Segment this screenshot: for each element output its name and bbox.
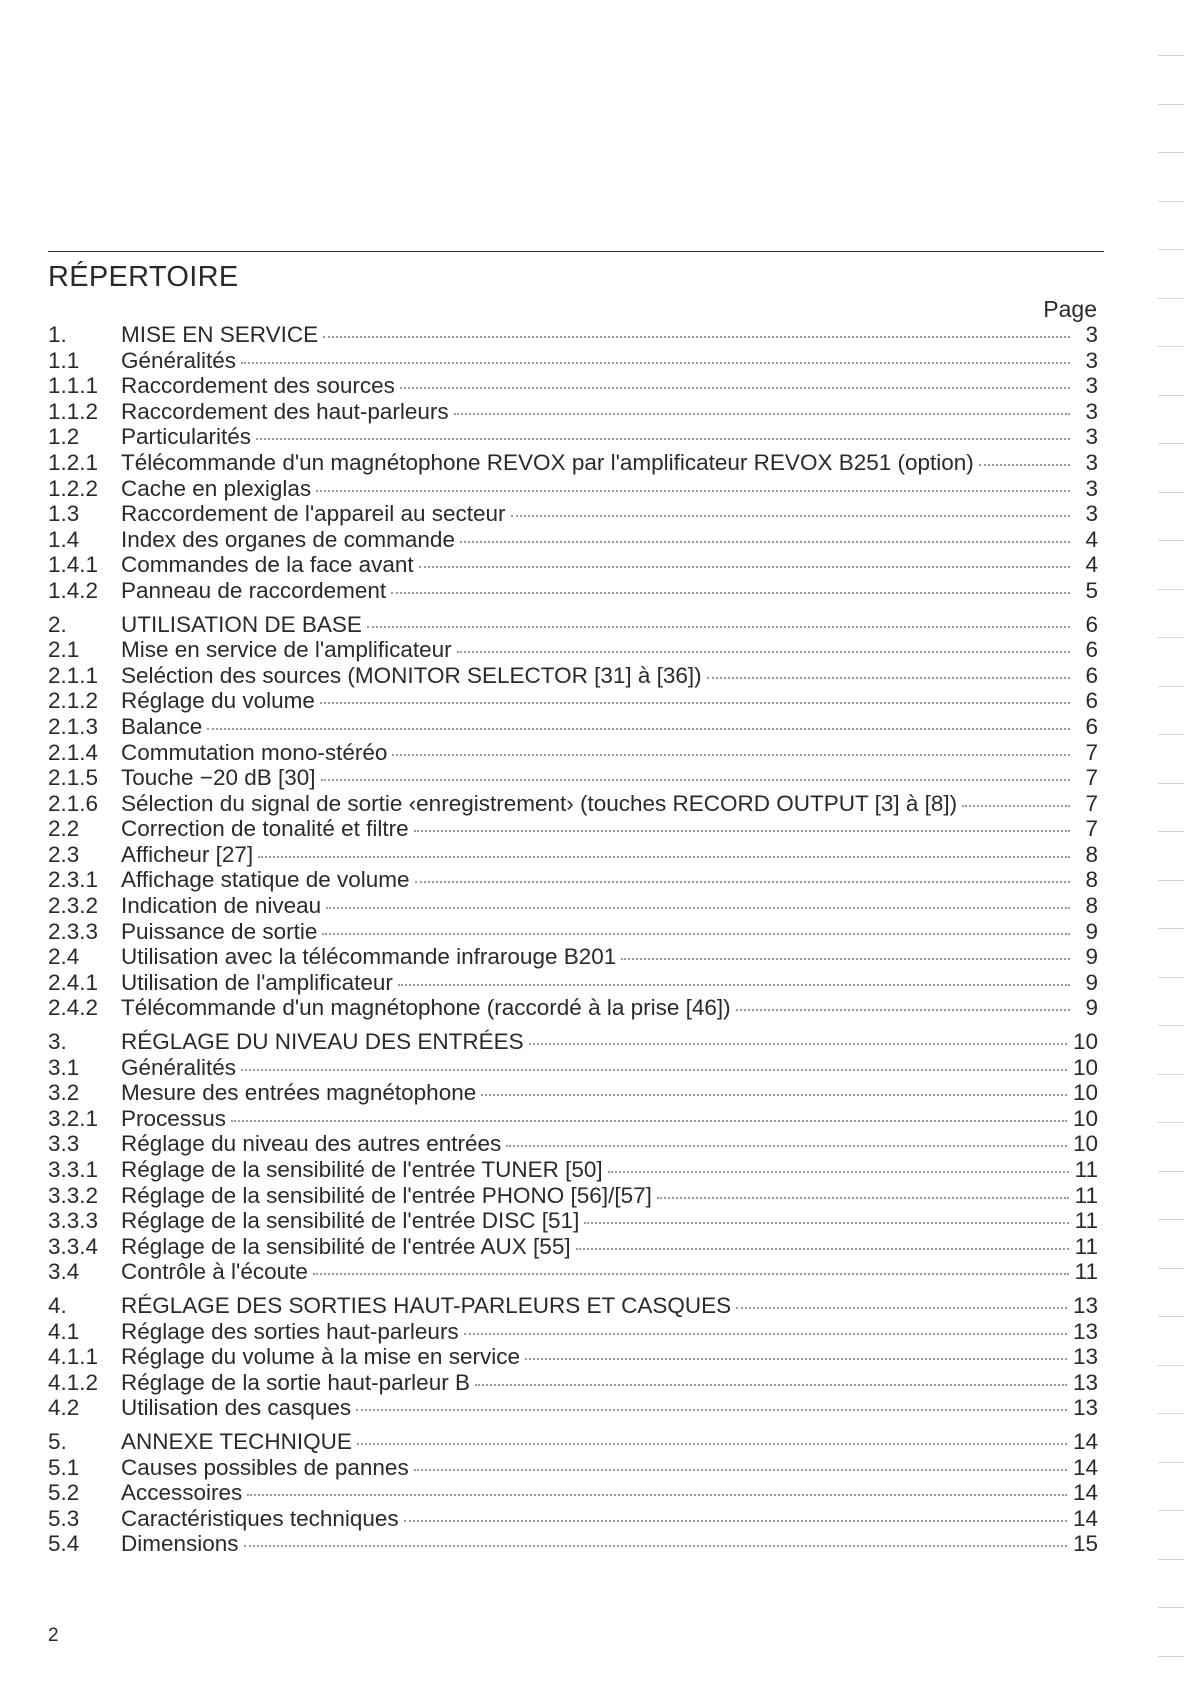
toc-entry (48, 970, 1098, 996)
toc-entry-page: 13 (1072, 1292, 1098, 1318)
toc-entry-page: 7 (1085, 790, 1098, 816)
toc-entry (48, 791, 1098, 817)
toc-entry-title: Panneau de raccordement (121, 577, 387, 603)
toc-entry (48, 1080, 1098, 1106)
toc-entry-page: 3 (1085, 373, 1098, 399)
toc-entry (48, 1480, 1098, 1506)
edge-mark (1158, 928, 1184, 929)
toc-entry-title: Réglage du niveau des autres entrées (121, 1131, 502, 1157)
toc-entry (48, 1455, 1098, 1481)
toc-entry-title: Particularités (121, 424, 252, 450)
toc-entry-number: 1.4.2 (48, 577, 99, 603)
toc-entry-title: Contrôle à l'écoute (121, 1259, 308, 1285)
toc-entry (48, 663, 1098, 689)
toc-entry (48, 1395, 1098, 1421)
toc-entry-title: Utilisation des casques (121, 1395, 352, 1421)
toc-entry (48, 1259, 1098, 1285)
dot-leader (256, 438, 1070, 440)
toc-entry-page: 11 (1074, 1208, 1098, 1234)
toc-entry-number: 5. (48, 1428, 67, 1454)
toc-entry (48, 348, 1098, 374)
toc-section (48, 1029, 1098, 1285)
dot-leader (621, 958, 1070, 960)
toc-entry (48, 765, 1098, 791)
toc-entry-page: 11 (1074, 1259, 1098, 1285)
toc-entry-title: Raccordement des haut-parleurs (121, 398, 449, 424)
toc-entry-title: Réglage des sorties haut-parleurs (121, 1318, 459, 1344)
toc-entry-page: 8 (1085, 867, 1098, 893)
toc-entry (48, 842, 1098, 868)
dot-leader (457, 651, 1070, 653)
toc-entry-page: 6 (1085, 662, 1098, 688)
dot-leader (313, 1273, 1069, 1275)
toc-entry-number: 1.4.1 (48, 552, 99, 578)
toc-entry-page: 3 (1085, 424, 1098, 450)
toc-entry-number: 5.1 (48, 1454, 80, 1480)
dot-leader (241, 362, 1070, 364)
toc-entry (48, 612, 1098, 638)
toc-entry (48, 1293, 1098, 1319)
toc-entry (48, 1157, 1098, 1183)
dot-leader (391, 592, 1070, 594)
toc-entry (48, 578, 1098, 604)
edge-mark (1158, 540, 1184, 541)
toc-entry-number: 2.1 (48, 637, 80, 663)
dot-leader (481, 1094, 1067, 1096)
dot-leader (398, 984, 1070, 986)
dot-leader (529, 1043, 1067, 1045)
toc-entry-title: Utilisation de l'amplificateur (121, 969, 393, 995)
toc-entry-number: 2.1.2 (48, 688, 99, 714)
toc-entry-number: 2. (48, 611, 67, 637)
toc-entry-title: Indication de niveau (121, 893, 322, 919)
toc-entry-title: Réglage de la sensibilité de l'entrée PHONO [56]/[57] (121, 1182, 652, 1208)
toc-entry-page: 7 (1085, 739, 1098, 765)
toc-entry (48, 1106, 1098, 1132)
toc-entry-page: 14 (1072, 1428, 1098, 1454)
toc-entry (48, 1131, 1098, 1157)
edge-mark (1158, 686, 1184, 687)
edge-mark (1158, 977, 1184, 978)
edge-mark (1158, 346, 1184, 347)
toc-entry-title: Dimensions (121, 1531, 239, 1557)
toc-entry-title: Réglage du volume (121, 688, 315, 714)
toc-entry-number: 3.1 (48, 1054, 80, 1080)
dot-leader (247, 1494, 1067, 1496)
toc-entry-title: Touche −20 dB [30] (121, 765, 316, 791)
toc-entry-title: Télécommande d'un magnétophone REVOX par l'amplificateur REVOX B251 (option) (121, 449, 974, 475)
toc-entry-number: 3.2 (48, 1080, 80, 1106)
toc-entry (48, 1370, 1098, 1396)
toc-entry-page: 3 (1085, 475, 1098, 501)
edge-mark (1158, 298, 1184, 299)
toc-entry (48, 1531, 1098, 1557)
toc-entry-number: 1.1 (48, 347, 80, 373)
edge-mark (1158, 1462, 1184, 1463)
toc-entry-number: 3. (48, 1029, 67, 1055)
toc-entry (48, 1055, 1098, 1081)
toc-entry-number: 1.1.2 (48, 398, 99, 424)
toc-entry-page: 10 (1072, 1029, 1098, 1055)
edge-mark (1158, 1559, 1184, 1560)
toc-entry-title: Commandes de la face avant (121, 552, 414, 578)
toc-entry-title: Seléction des sources (MONITOR SELECTOR [31] à [36]) (121, 662, 702, 688)
toc-entry-title: Processus (121, 1105, 227, 1131)
edge-mark (1158, 443, 1184, 444)
edge-mark (1158, 589, 1184, 590)
dot-leader (736, 1307, 1067, 1309)
toc-entry-page: 3 (1085, 322, 1098, 347)
toc-entry-number: 4.1.2 (48, 1369, 99, 1395)
edge-mark (1158, 1365, 1184, 1366)
toc-entry-number: 3.3.3 (48, 1208, 99, 1234)
dot-leader (241, 1069, 1067, 1071)
toc-entry-title: Réglage de la sensibilité de l'entrée TUNER [50] (121, 1157, 603, 1182)
toc-entry-page: 13 (1072, 1318, 1098, 1344)
toc-entry-number: 1.2.2 (48, 475, 99, 501)
dot-leader (322, 933, 1070, 935)
toc-entry-title: MISE EN SERVICE (121, 322, 319, 347)
toc-entry-page: 10 (1072, 1105, 1098, 1131)
toc-entry-page: 3 (1085, 501, 1098, 527)
toc-entry-number: 2.3.1 (48, 867, 99, 893)
toc-entry (48, 1234, 1098, 1260)
toc-entry-title: Généralités (121, 347, 237, 373)
toc-entry (48, 1429, 1098, 1455)
toc-entry-page: 9 (1085, 969, 1098, 995)
toc-entry-number: 2.1.6 (48, 790, 99, 816)
dot-leader (326, 907, 1070, 909)
dot-leader (736, 1009, 1070, 1011)
edge-mark (1158, 249, 1184, 250)
edge-mark (1158, 831, 1184, 832)
toc-entry (48, 867, 1098, 893)
dot-leader (415, 881, 1070, 883)
toc-entry-page: 14 (1072, 1454, 1098, 1480)
toc-entry (48, 919, 1098, 945)
toc-entry (48, 740, 1098, 766)
toc-entry-title: Balance (121, 713, 203, 739)
dot-leader (962, 805, 1070, 807)
toc-section (48, 322, 1098, 604)
toc-entry-page: 11 (1074, 1157, 1098, 1182)
toc-entry-title: UTILISATION DE BASE (121, 611, 362, 637)
toc-entry-page: 3 (1085, 347, 1098, 373)
toc-entry (48, 373, 1098, 399)
toc-entry-number: 1.2.1 (48, 449, 99, 475)
toc-entry-number: 3.3.4 (48, 1233, 99, 1259)
toc-entry-number: 1.4 (48, 526, 80, 552)
toc-entry-number: 2.4.2 (48, 995, 99, 1021)
toc-entry-title: RÉGLAGE DES SORTIES HAUT-PARLEURS ET CASQUES (121, 1292, 732, 1318)
toc-entry (48, 1029, 1098, 1055)
toc-entry-number: 4.1 (48, 1318, 80, 1344)
toc-entry-title: Réglage de la sensibilité de l'entrée DISC [51] (121, 1208, 580, 1234)
dot-leader (576, 1248, 1069, 1250)
edge-mark (1158, 1510, 1184, 1511)
dot-leader (525, 1358, 1067, 1360)
dot-leader (207, 728, 1070, 730)
toc-entry (48, 1506, 1098, 1532)
toc-entry-number: 5.4 (48, 1531, 80, 1557)
toc-entry (48, 1208, 1098, 1234)
toc-entry-number: 4.2 (48, 1395, 80, 1421)
edge-mark (1158, 1025, 1184, 1026)
dot-leader (979, 464, 1070, 466)
edge-mark (1158, 1122, 1184, 1123)
toc-entry-title: ANNEXE TECHNIQUE (121, 1428, 352, 1454)
toc-entry-number: 2.3 (48, 841, 80, 867)
toc-entry-page: 9 (1085, 918, 1098, 944)
toc-entry-number: 3.2.1 (48, 1105, 99, 1131)
toc-entry-number: 5.2 (48, 1480, 80, 1506)
toc-entry-page: 8 (1085, 893, 1098, 919)
toc-entry-page: 11 (1074, 1233, 1098, 1259)
toc-section (48, 1293, 1098, 1421)
toc-entry-title: RÉGLAGE DU NIVEAU DES ENTRÉES (121, 1029, 524, 1055)
toc-entry-title: Puissance de sortie (121, 918, 318, 944)
toc-entry-title: Réglage de la sortie haut-parleur B (121, 1369, 470, 1395)
toc-entry-number: 2.4.1 (48, 969, 99, 995)
toc-entry-page: 4 (1085, 552, 1098, 578)
toc-entry (48, 1319, 1098, 1345)
toc-entry-page: 5 (1085, 577, 1098, 603)
toc-entry-number: 5.3 (48, 1505, 80, 1531)
toc-entry-number: 3.3.2 (48, 1182, 99, 1208)
toc-entry-number: 3.3 (48, 1131, 80, 1157)
edge-mark (1158, 1268, 1184, 1269)
toc-entry-page: 3 (1085, 398, 1098, 424)
toc-entry-page: 4 (1085, 526, 1098, 552)
dot-leader (707, 677, 1070, 679)
toc-entry-number: 2.1.3 (48, 713, 99, 739)
dot-leader (321, 779, 1070, 781)
toc-entry (48, 527, 1098, 553)
toc-entry-page: 9 (1085, 944, 1098, 970)
dot-leader (357, 1443, 1067, 1445)
dot-leader (404, 1520, 1067, 1522)
dot-leader (258, 856, 1070, 858)
toc-entry-title: Généralités (121, 1054, 237, 1080)
dot-leader (511, 515, 1070, 517)
dot-leader (367, 626, 1070, 628)
toc-entry-page: 10 (1072, 1054, 1098, 1080)
toc-entry-number: 2.3.3 (48, 918, 99, 944)
edge-mark (1158, 1219, 1184, 1220)
toc-entry-number: 1. (48, 322, 67, 347)
edge-mark (1158, 1413, 1184, 1414)
toc-entry (48, 424, 1098, 450)
edge-mark (1158, 104, 1184, 105)
footer-page-number: 2 (48, 1625, 59, 1646)
toc-entry-page: 9 (1085, 995, 1098, 1021)
dot-leader (454, 413, 1070, 415)
toc-entry-page: 8 (1085, 841, 1098, 867)
edge-mark (1158, 395, 1184, 396)
toc-entry (48, 476, 1098, 502)
toc-entry-number: 2.3.2 (48, 893, 99, 919)
toc-entry (48, 688, 1098, 714)
dot-leader (320, 702, 1070, 704)
toc-entry (48, 995, 1098, 1021)
toc-entry-number: 1.1.1 (48, 373, 99, 399)
toc-entry-page: 14 (1072, 1505, 1098, 1531)
dot-leader (657, 1197, 1069, 1199)
edge-mark (1158, 1171, 1184, 1172)
edge-mark (1158, 880, 1184, 881)
toc-entry (48, 893, 1098, 919)
toc-entry-page: 6 (1085, 637, 1098, 663)
toc-entry-number: 4.1.1 (48, 1344, 99, 1370)
toc-entry-title: Mise en service de l'amplificateur (121, 637, 452, 663)
toc-entry (48, 399, 1098, 425)
toc-entry (48, 637, 1098, 663)
page-title: RÉPERTOIRE (48, 261, 239, 293)
toc-entry-page: 6 (1085, 688, 1098, 714)
dot-leader (464, 1333, 1067, 1335)
toc-entry-title: Raccordement de l'appareil au secteur (121, 501, 506, 527)
dot-leader (316, 490, 1070, 492)
dot-leader (244, 1545, 1067, 1547)
toc-entry-page: 11 (1074, 1182, 1098, 1208)
toc-entry-title: Raccordement des sources (121, 373, 395, 399)
toc-entry-title: Utilisation avec la télécommande infrarouge B201 (121, 944, 617, 970)
toc-entry-title: Cache en plexiglas (121, 475, 312, 501)
toc-entry-title: Réglage de la sensibilité de l'entrée AUX [55] (121, 1233, 571, 1259)
toc-section (48, 612, 1098, 1022)
toc-entry (48, 450, 1098, 476)
toc-entry-title: Télécommande d'un magnétophone (raccordé à la prise [46]) (121, 995, 731, 1021)
toc-entry-number: 3.4 (48, 1259, 80, 1285)
dot-leader (231, 1120, 1067, 1122)
edge-mark (1158, 201, 1184, 202)
toc-entry-number: 2.1.4 (48, 739, 99, 765)
toc-entry-page: 13 (1072, 1395, 1098, 1421)
dot-leader (414, 1469, 1067, 1471)
toc-entry (48, 322, 1098, 348)
dot-leader (419, 566, 1070, 568)
toc-entry-title: Mesure des entrées magnétophone (121, 1080, 477, 1106)
toc-entry-page: 14 (1072, 1480, 1098, 1506)
toc-entry-title: Correction de tonalité et filtre (121, 816, 409, 842)
toc-entry-page: 3 (1085, 449, 1098, 475)
toc-entry-number: 4. (48, 1292, 67, 1318)
edge-mark (1158, 492, 1184, 493)
edge-mark (1158, 734, 1184, 735)
toc-entry-title: Commutation mono-stéréo (121, 739, 388, 765)
toc-entry-page: 13 (1072, 1369, 1098, 1395)
header-rule (48, 251, 1104, 252)
toc-entry (48, 1183, 1098, 1209)
edge-mark (1158, 152, 1184, 153)
edge-mark (1158, 1607, 1184, 1608)
toc-entry-title: Afficheur [27] (121, 841, 254, 867)
toc-entry (48, 501, 1098, 527)
toc-entry-title: Accessoires (121, 1480, 243, 1506)
edge-mark (1158, 1074, 1184, 1075)
toc-entry-page: 7 (1085, 816, 1098, 842)
toc-entry-page: 7 (1085, 765, 1098, 791)
toc-entry-number: 1.2 (48, 424, 80, 450)
toc-entry-number: 2.1.5 (48, 765, 99, 791)
toc-entry-page: 10 (1072, 1131, 1098, 1157)
toc-entry-title: Réglage du volume à la mise en service (121, 1344, 520, 1370)
toc-entry (48, 1344, 1098, 1370)
edge-mark (1158, 1656, 1184, 1657)
dot-leader (460, 541, 1070, 543)
toc-entry-page: 10 (1072, 1080, 1098, 1106)
dot-leader (323, 336, 1070, 338)
toc-entry-page: 6 (1085, 611, 1098, 637)
dot-leader (392, 754, 1070, 756)
toc-section (48, 1429, 1098, 1557)
toc-entry-number: 2.1.1 (48, 662, 99, 688)
toc-entry-number: 1.3 (48, 501, 80, 527)
toc-entry-title: Index des organes de commande (121, 526, 455, 552)
toc-entry (48, 552, 1098, 578)
dot-leader (506, 1145, 1067, 1147)
edge-mark (1158, 1316, 1184, 1317)
toc-entry-title: Caractéristiques techniques (121, 1505, 399, 1531)
edge-mark (1158, 783, 1184, 784)
dot-leader (584, 1222, 1068, 1224)
toc-entry-page: 13 (1072, 1344, 1098, 1370)
toc-entry-page: 15 (1072, 1531, 1098, 1557)
dot-leader (475, 1384, 1067, 1386)
dot-leader (356, 1409, 1067, 1411)
edge-tab-marks (1158, 0, 1184, 1683)
dot-leader (414, 830, 1070, 832)
toc-entry-title: Causes possibles de pannes (121, 1454, 409, 1480)
toc-entry-number: 2.4 (48, 944, 80, 970)
toc-entry-page: 6 (1085, 713, 1098, 739)
edge-mark (1158, 637, 1184, 638)
toc-entry (48, 816, 1098, 842)
toc-entry-title: Sélection du signal de sortie ‹enregistrement› (touches RECORD OUTPUT [3] à [8]) (121, 790, 958, 816)
toc-entry (48, 944, 1098, 970)
page-column-header: Page (1043, 296, 1097, 322)
dot-leader (400, 387, 1070, 389)
toc-entry (48, 714, 1098, 740)
toc-entry-number: 2.2 (48, 816, 80, 842)
edge-mark (1158, 55, 1184, 56)
toc-entry-title: Affichage statique de volume (121, 867, 410, 893)
dot-leader (608, 1171, 1069, 1173)
toc-entry-number: 3.3.1 (48, 1157, 99, 1182)
table-of-contents (48, 322, 1098, 1557)
